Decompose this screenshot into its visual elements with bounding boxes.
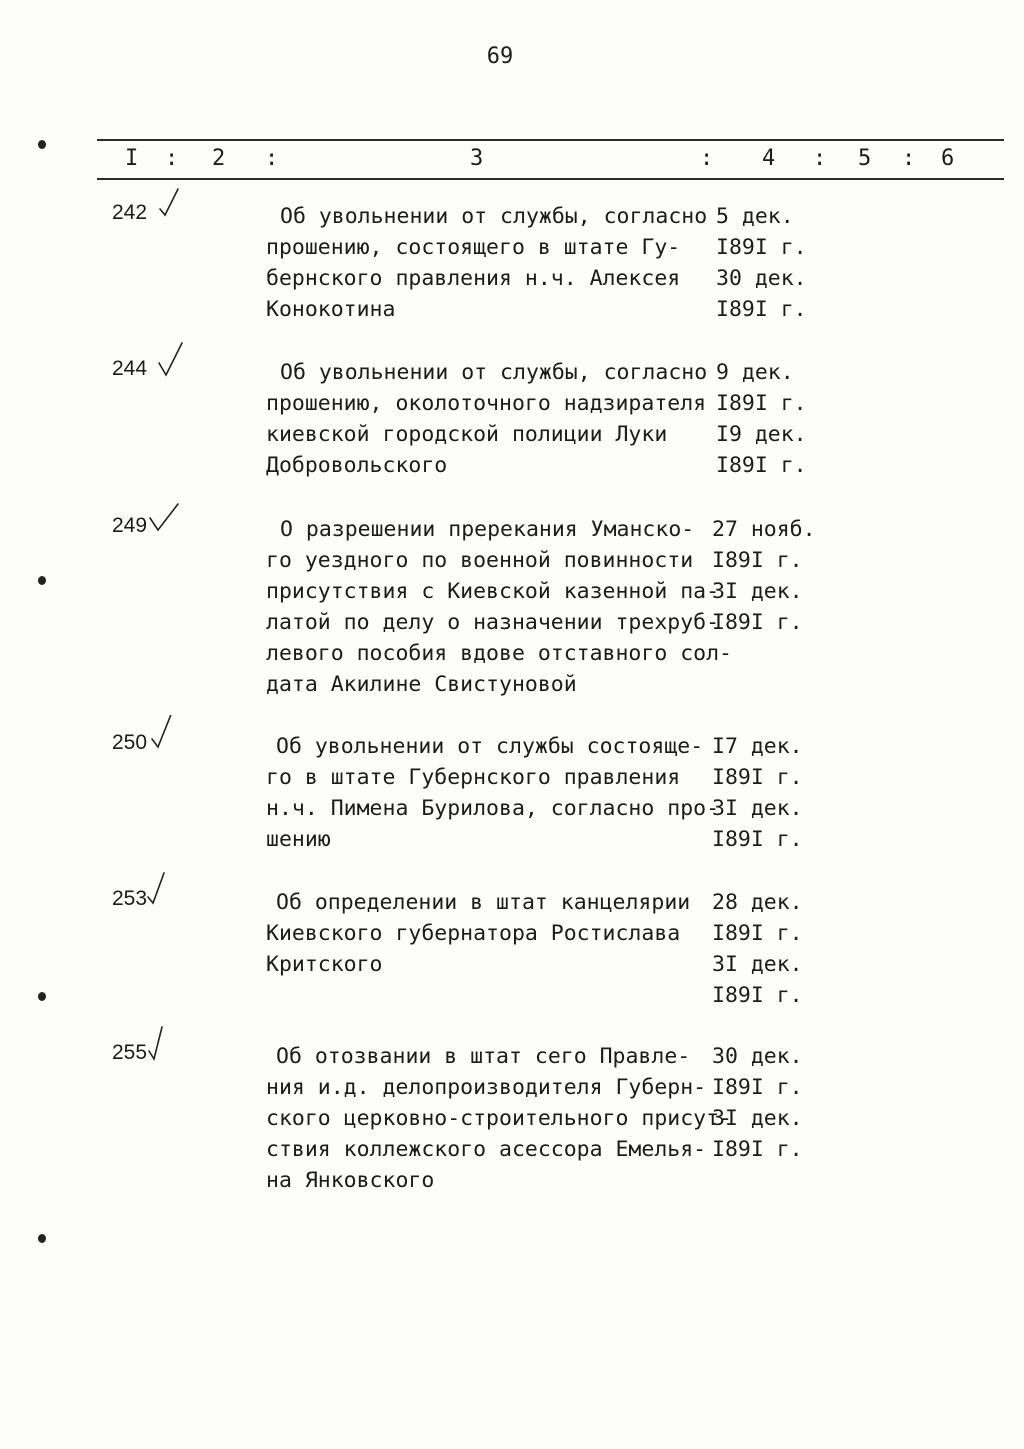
description-line: Об отозвании в штат сего Правле- (276, 1044, 691, 1069)
entry-dates (712, 887, 803, 1011)
description-line: шению (266, 827, 331, 852)
description-line: прошению, околоточного надзирателя (266, 391, 707, 416)
entry-dates (716, 201, 807, 325)
column-separator: : (265, 146, 279, 171)
column-header-6: 6 (941, 146, 955, 171)
description-line: киевской городской полиции Луки (266, 422, 668, 447)
date-line: I89I г. (712, 1137, 803, 1162)
column-header-5: 5 (858, 146, 872, 171)
description-line: прошению, состоящего в штате Гу- (266, 235, 681, 260)
date-line: I89I г. (712, 765, 803, 790)
description-line: го уездного по военной повинности (266, 548, 694, 573)
column-header-2: 2 (212, 146, 226, 171)
description-line: латой по делу о назначении трехруб- (266, 610, 720, 635)
description-line: бернского правления н.ч. Алексея (266, 266, 681, 291)
description-line: ского церковно-строительного присут- (266, 1106, 732, 1131)
entry-description-continued (266, 1072, 732, 1196)
entry-description (280, 514, 694, 545)
column-header-4: 4 (762, 146, 776, 171)
column-header-3: 3 (470, 146, 484, 171)
binder-hole-mark (38, 1234, 46, 1243)
description-line: Об увольнении от службы, согласно (280, 204, 708, 229)
description-line: ствия коллежского асессора Емелья- (266, 1137, 707, 1162)
entry-dates (712, 731, 803, 855)
checkmark-icon (156, 341, 188, 385)
description-line: н.ч. Пимена Бурилова, согласно про- (266, 796, 720, 821)
entry-number: 253 (112, 887, 148, 910)
entry-description-continued (266, 545, 732, 700)
entry-number: 250 (112, 731, 148, 754)
date-line: 3I дек. (712, 796, 803, 821)
date-line: I89I г. (712, 983, 803, 1008)
column-header-row (0, 146, 1024, 176)
description-line: Об увольнении от службы состояще- (276, 734, 704, 759)
checkmark-icon (146, 1025, 178, 1069)
description-line: левого пособия вдове отставного сол- (266, 641, 732, 666)
date-line: 3I дек. (712, 952, 803, 977)
date-line: 28 дек. (712, 890, 803, 915)
date-line: 3I дек. (712, 579, 803, 604)
description-line: ния и.д. делопроизводителя Губерн- (266, 1075, 707, 1100)
entry-number: 255 (112, 1041, 148, 1064)
checkmark-icon (156, 185, 188, 229)
checkmark-icon (146, 871, 178, 915)
description-line: присутствия с Киевской казенной па- (266, 579, 720, 604)
description-line: Добровольского (266, 453, 448, 478)
column-separator: : (700, 146, 714, 171)
entry-description-continued (266, 388, 706, 481)
column-separator: : (165, 146, 179, 171)
entry-description (276, 887, 690, 918)
entry-number: 242 (112, 201, 148, 224)
date-line: 27 нояб. (712, 517, 816, 542)
description-line: Об определении в штат канцелярии (276, 890, 691, 915)
table-top-rule (97, 139, 1004, 141)
date-line: 30 дек. (712, 1044, 803, 1069)
description-line: на Янковского (266, 1168, 435, 1193)
entry-description (276, 1041, 690, 1072)
date-line: I89I г. (712, 1075, 803, 1100)
date-line: I89I г. (712, 610, 803, 635)
date-line: I89I г. (716, 297, 807, 322)
description-line: Конокотина (266, 297, 396, 322)
description-line: го в штате Губернского правления (266, 765, 681, 790)
checkmark-icon (148, 498, 180, 542)
description-line: О разрешении пререкания Уманско- (280, 517, 695, 542)
entry-description (276, 731, 703, 762)
binder-hole-mark (38, 140, 46, 149)
entry-description (280, 357, 707, 388)
entry-description-continued (266, 918, 680, 980)
entry-description (280, 201, 707, 232)
entry-description-continued (266, 232, 680, 325)
date-line: I89I г. (712, 548, 803, 573)
entry-dates (712, 514, 816, 638)
column-header-1: I (125, 146, 139, 171)
binder-hole-mark (38, 992, 46, 1001)
entry-number: 249 (112, 514, 148, 537)
description-line: Об увольнении от службы, согласно (280, 360, 708, 385)
column-separator: : (813, 146, 827, 171)
binder-hole-mark (38, 576, 46, 585)
date-line: I9 дек. (716, 422, 807, 447)
page-number: 69 (486, 44, 514, 69)
description-line: Киевского губернатора Ростислава (266, 921, 681, 946)
date-line: I89I г. (716, 453, 807, 478)
entry-dates (712, 1041, 803, 1165)
date-line: 30 дек. (716, 266, 807, 291)
entry-dates (716, 357, 807, 481)
entry-number: 244 (112, 357, 148, 380)
date-line: I89I г. (712, 921, 803, 946)
date-line: I7 дек. (712, 734, 803, 759)
table-header-rule (97, 178, 1004, 180)
date-line: 9 дек. (716, 360, 794, 385)
date-line: I89I г. (712, 827, 803, 852)
date-line: 3I дек. (712, 1106, 803, 1131)
date-line: I89I г. (716, 235, 807, 260)
date-line: I89I г. (716, 391, 807, 416)
column-separator: : (902, 146, 916, 171)
checkmark-icon (148, 715, 180, 759)
entry-description-continued (266, 762, 719, 855)
description-line: Критского (266, 952, 383, 977)
description-line: дата Акилине Свистуновой (266, 672, 577, 697)
date-line: 5 дек. (716, 204, 794, 229)
